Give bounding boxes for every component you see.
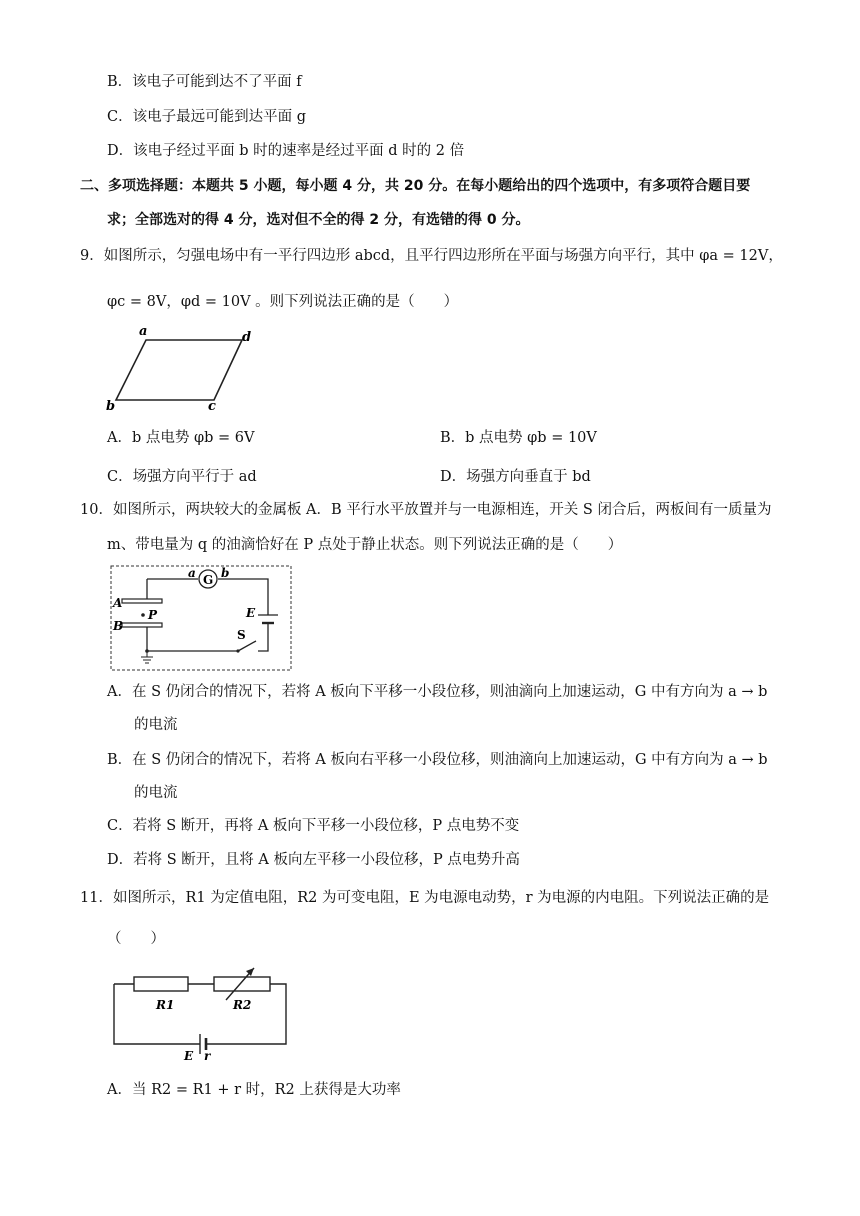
vertex-label-a: a [139,324,148,339]
q10-option-b-line2: 的电流 [134,785,178,801]
label-e: E [184,1049,194,1062]
label-r: r [204,1049,211,1062]
galvanometer-label: G [203,573,214,587]
plate-a [122,599,162,603]
switch-label-s: S [237,628,246,642]
plate-b [122,623,162,627]
vertex-label-b: b [106,399,116,412]
vertex-label-c: c [208,399,216,412]
point-label-p: P [148,608,158,622]
resistor-circuit-figure [108,962,294,1062]
q10-option-b-line1: B．在 S 仍闭合的情况下，若将 A 板向右平移一小段位移，则油滴向上加速运动，G 中有方向为 a → b [107,752,768,768]
section-heading-line1: 二、多项选择题：本题共 5 小题，每小题 4 分，共 20 分。在每小题给出的四个选项中，有多项符合题目要 [80,178,751,194]
capacitor-circuit-figure [110,565,294,673]
q9-stem-line1: 9．如图所示，匀强电场中有一平行四边形 abcd，且平行四边形所在平面与场强方向平行，其中 φa = 12V， [80,248,783,264]
ground-icon [141,651,153,663]
q11-stem-line2: （ ） [107,931,165,947]
plate-label-a: A [113,596,123,610]
section-heading-line2: 求；全部选对的得 4 分，选对但不全的得 2 分，有选错的得 0 分。 [107,212,530,228]
q11-option-a: A．当 R2 = R1 + r 时，R2 上获得是大功率 [107,1082,401,1098]
resistor-r2 [214,977,270,991]
q8-option-d: D．该电子经过平面 b 时的速率是经过平面 d 时的 2 倍 [107,143,465,159]
q8-option-c: C．该电子最远可能到达平面 g [107,109,306,125]
q8-option-b: B．该电子可能到达不了平面 f [107,74,302,90]
plate-label-b: B [113,619,124,633]
q10-stem-line2: m、带电量为 q 的油滴恰好在 P 点处于静止状态。则下列说法正确的是（ ） [107,537,623,553]
q9-option-c: C．场强方向平行于 ad [107,469,257,485]
resistor-r1 [134,977,188,991]
terminal-label-b: b [221,566,230,580]
q11-stem-line1: 11．如图所示，R1 为定值电阻，R2 为可变电阻，E 为电源电动势，r 为电源的内电阻。下列说法正确的是 [80,890,770,906]
parallelogram-figure [102,324,262,412]
parallelogram-abcd [116,340,242,400]
q10-option-c: C．若将 S 断开，再将 A 板向下平移一小段位移，P 点电势不变 [107,818,520,834]
q9-option-d: D．场强方向垂直于 bd [440,469,591,485]
label-r2: R2 [233,998,252,1012]
switch-icon [238,641,256,651]
oil-drop-point [141,613,145,617]
q9-stem-line2: φc = 8V，φd = 10V 。则下列说法正确的是（ ） [107,294,459,310]
vertex-label-d: d [242,330,252,345]
battery-label-e: E [246,606,256,620]
q9-option-b: B．b 点电势 φb = 10V [440,430,597,446]
label-r1: R1 [156,998,175,1012]
q10-option-a-line1: A．在 S 仍闭合的情况下，若将 A 板向下平移一小段位移，则油滴向上加速运动，G 中有方向为 a → b [107,684,768,700]
bottom-wire [147,627,268,651]
q10-stem-line1: 10．如图所示，两块较大的金属板 A．B 平行水平放置并与一电源相连，开关 S 闭合后，两板间有一质量为 [80,502,772,518]
q9-option-a: A．b 点电势 φb = 6V [107,430,255,446]
q10-option-a-line2: 的电流 [134,717,178,733]
q10-option-d: D．若将 S 断开，且将 A 板向左平移一小段位移，P 点电势升高 [107,852,520,868]
terminal-label-a: a [188,566,196,580]
